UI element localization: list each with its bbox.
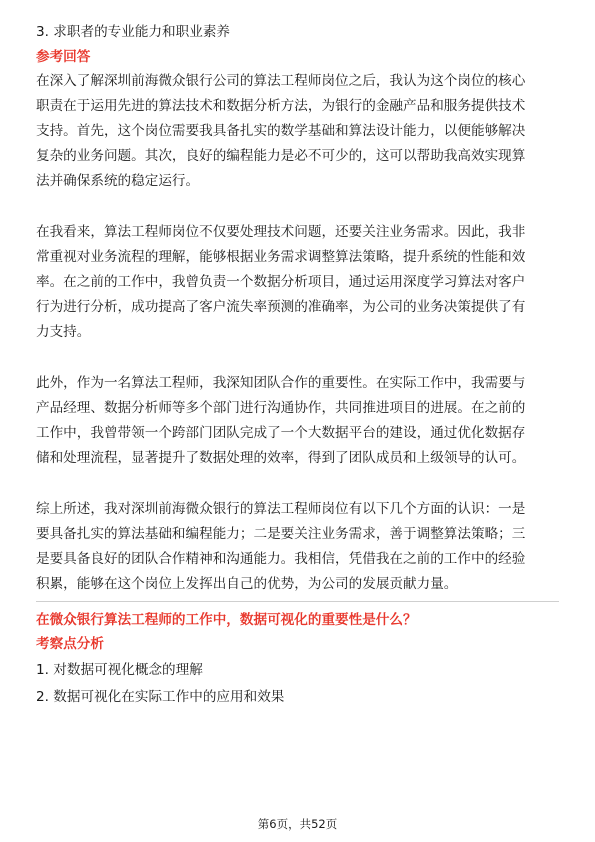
analysis-item: 2. 数据可视化在实际工作中的应用和效果 (36, 689, 285, 705)
paragraph-line: 工作中，我曾带领一个跨部门团队完成了一个大数据平台的建设，通过优化数据存 (36, 425, 526, 441)
paragraph-line: 行为进行分析，成功提高了客户流失率预测的准确率，为公司的业务决策提供了有 (36, 299, 526, 315)
answer-label: 参考回答 (36, 49, 91, 65)
question-heading: 在微众银行算法工程师的工作中，数据可视化的重要性是什么？ (36, 612, 417, 628)
paragraph-4 (36, 497, 559, 597)
paragraph-gap (36, 194, 559, 220)
paragraph-line: 在深入了解深圳前海微众银行公司的算法工程师岗位之后，我认为这个岗位的核心 (36, 73, 526, 89)
paragraph-line: 综上所述，我对深圳前海微众银行的算法工程师岗位有以下几个方面的认识：一是 (36, 501, 526, 517)
paragraph-line: 复杂的业务问题。其次，良好的编程能力是必不可少的，这可以帮助我高效实现算 (36, 148, 526, 164)
paragraph-gap (36, 345, 559, 371)
page-footer: 第6页，共52页 (257, 817, 338, 831)
document-page (36, 20, 559, 710)
paragraph-3 (36, 371, 559, 471)
paragraph-line: 储和处理流程，显著提升了数据处理的效率，得到了团队成员和上级领导的认可。 (36, 450, 526, 466)
section-heading: 3. 求职者的专业能力和职业素养 (36, 24, 231, 40)
paragraph-line: 在我看来，算法工程师岗位不仅要处理技术问题，还要关注业务需求。因此，我非 (36, 224, 526, 240)
paragraph-1 (36, 69, 559, 194)
paragraph-gap (36, 471, 559, 497)
paragraph-line: 支持。首先，这个岗位需要我具备扎实的数学基础和算法设计能力，以便能够解决 (36, 123, 526, 139)
paragraph-line: 产品经理、数据分析师等多个部门进行沟通协作，共同推进项目的进展。在之前的 (36, 400, 526, 416)
paragraph-line: 职责在于运用先进的算法技术和数据分析方法，为银行的金融产品和服务提供技术 (36, 98, 526, 114)
paragraph-line: 法并确保系统的稳定运行。 (36, 173, 200, 189)
paragraph-line: 常重视对业务流程的理解，能够根据业务需求调整算法策略，提升系统的性能和效 (36, 249, 526, 265)
paragraph-line: 率。在之前的工作中，我曾负责一个数据分析项目，通过运用深度学习算法对客户 (36, 274, 526, 290)
paragraph-line: 是要具备良好的团队合作精神和沟通能力。我相信，凭借我在之前的工作中的经验 (36, 551, 526, 567)
paragraph-line: 要具备扎实的算法基础和编程能力；二是要关注业务需求，善于调整算法策略；三 (36, 526, 526, 542)
section-divider (36, 601, 559, 602)
analysis-item: 1. 对数据可视化概念的理解 (36, 662, 203, 678)
paragraph-line: 积累，能够在这个岗位上发挥出自己的优势，为公司的发展贡献力量。 (36, 576, 458, 592)
paragraph-2 (36, 220, 559, 345)
analysis-label: 考察点分析 (36, 636, 104, 652)
paragraph-line: 此外，作为一名算法工程师，我深知团队合作的重要性。在实际工作中，我需要与 (36, 375, 526, 391)
paragraph-line: 力支持。 (36, 324, 91, 340)
